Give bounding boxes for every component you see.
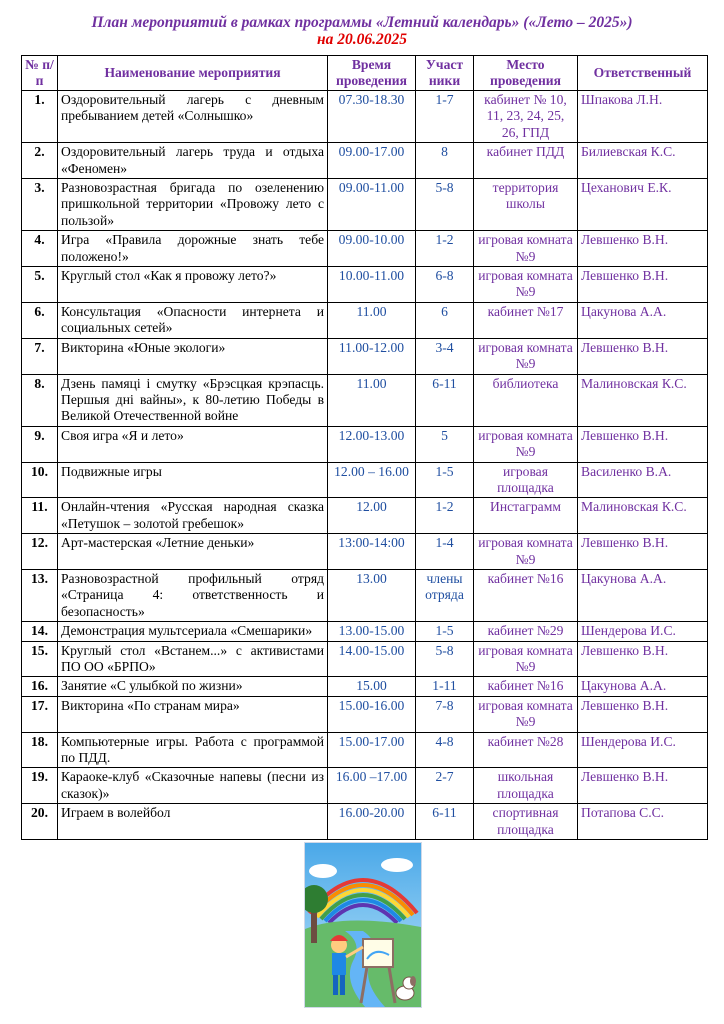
event-place: кабинет №16	[474, 569, 578, 621]
table-row	[22, 426, 708, 462]
event-participants: 6-11	[416, 374, 474, 426]
row-number: 12.	[22, 534, 58, 570]
event-name: Викторина «По странам мира»	[58, 696, 328, 732]
event-place: территория школы	[474, 179, 578, 231]
summer-illustration	[304, 842, 422, 1008]
row-number: 13.	[22, 569, 58, 621]
row-number: 3.	[22, 179, 58, 231]
row-number: 15.	[22, 641, 58, 677]
event-name: Викторина «Юные экологи»	[58, 338, 328, 374]
event-responsible: Цакунова А.А.	[578, 302, 708, 338]
event-place: Инстаграмм	[474, 498, 578, 534]
event-participants: 6-8	[416, 267, 474, 303]
col-header-participants: Участ ники	[416, 56, 474, 91]
page-title: План мероприятий в рамках программы «Летний календарь» («Лето – 2025»)	[91, 14, 633, 31]
row-number: 14.	[22, 622, 58, 641]
table-row	[22, 732, 708, 768]
row-number: 1.	[22, 91, 58, 143]
event-participants: 1-11	[416, 677, 474, 696]
table-row	[22, 498, 708, 534]
event-time: 11.00	[328, 374, 416, 426]
col-header-place: Место проведения	[474, 56, 578, 91]
event-responsible: Левшенко В.Н.	[578, 231, 708, 267]
table-row	[22, 622, 708, 641]
row-number: 9.	[22, 426, 58, 462]
row-number: 17.	[22, 696, 58, 732]
table-row	[22, 267, 708, 303]
event-responsible: Левшенко В.Н.	[578, 426, 708, 462]
event-place: кабинет №28	[474, 732, 578, 768]
event-time: 11.00	[328, 302, 416, 338]
event-responsible: Шпакова Л.Н.	[578, 91, 708, 143]
event-responsible: Василенко В.А.	[578, 462, 708, 498]
table-row	[22, 569, 708, 621]
event-responsible: Левшенко В.Н.	[578, 641, 708, 677]
table-row	[22, 143, 708, 179]
event-name: Круглый стол «Встанем...» с активистами ПО ОО «БРПО»	[58, 641, 328, 677]
event-place: игровая комната №9	[474, 696, 578, 732]
table-row	[22, 338, 708, 374]
table-row	[22, 641, 708, 677]
event-name: Своя игра «Я и лето»	[58, 426, 328, 462]
event-participants: 4-8	[416, 732, 474, 768]
page-date: на 20.06.2025	[317, 31, 407, 48]
row-number: 16.	[22, 677, 58, 696]
summer-illustration-art	[305, 843, 421, 1007]
event-participants: члены отряда	[416, 569, 474, 621]
event-time: 12.00 – 16.00	[328, 462, 416, 498]
event-time: 09.00-11.00	[328, 179, 416, 231]
event-place: кабинет №16	[474, 677, 578, 696]
event-participants: 6-11	[416, 804, 474, 840]
row-number: 11.	[22, 498, 58, 534]
col-header-time: Время проведения	[328, 56, 416, 91]
event-time: 10.00-11.00	[328, 267, 416, 303]
event-responsible: Цакунова А.А.	[578, 569, 708, 621]
event-place: игровая комната №9	[474, 267, 578, 303]
event-participants: 6	[416, 302, 474, 338]
event-place: спортивная площадка	[474, 804, 578, 840]
event-place: игровая комната №9	[474, 641, 578, 677]
col-header-responsible: Ответственный	[578, 56, 708, 91]
row-number: 18.	[22, 732, 58, 768]
event-name: Занятие «С улыбкой по жизни»	[58, 677, 328, 696]
event-time: 16.00-20.00	[328, 804, 416, 840]
table-row	[22, 231, 708, 267]
event-name: Арт-мастерская «Летние деньки»	[58, 534, 328, 570]
event-time: 12.00-13.00	[328, 426, 416, 462]
col-header-event: Наименование мероприятия	[58, 56, 328, 91]
event-place: кабинет ПДД	[474, 143, 578, 179]
table-row	[22, 534, 708, 570]
event-responsible: Левшенко В.Н.	[578, 338, 708, 374]
event-time: 13:00-14:00	[328, 534, 416, 570]
event-name: Разновозрастной профильный отряд «Страница 4: ответственность и безопасность»	[58, 569, 328, 621]
col-header-number: № п/п	[22, 56, 58, 91]
event-name: Разновозрастная бригада по озеленению пришкольной территории «Провожу лето с пользой»	[58, 179, 328, 231]
event-name: Компьютерные игры. Работа с программой по ПДД.	[58, 732, 328, 768]
event-place: игровая комната №9	[474, 534, 578, 570]
event-name: Оздоровительный лагерь с дневным пребыванием детей «Солнышко»	[58, 91, 328, 143]
event-participants: 1-5	[416, 622, 474, 641]
event-time: 15.00-17.00	[328, 732, 416, 768]
event-participants: 1-7	[416, 91, 474, 143]
event-participants: 1-4	[416, 534, 474, 570]
row-number: 20.	[22, 804, 58, 840]
event-name: Оздоровительный лагерь труда и отдыха «Феномен»	[58, 143, 328, 179]
event-time: 12.00	[328, 498, 416, 534]
event-place: библиотека	[474, 374, 578, 426]
event-place: игровая комната №9	[474, 338, 578, 374]
event-time: 09.00-10.00	[328, 231, 416, 267]
event-participants: 8	[416, 143, 474, 179]
event-participants: 5	[416, 426, 474, 462]
row-number: 4.	[22, 231, 58, 267]
event-name: Консультация «Опасности интернета и социальных сетей»	[58, 302, 328, 338]
event-name: Играем в волейбол	[58, 804, 328, 840]
event-responsible: Малиновская К.С.	[578, 498, 708, 534]
row-number: 10.	[22, 462, 58, 498]
table-row	[22, 179, 708, 231]
event-place: игровая комната №9	[474, 231, 578, 267]
event-responsible: Левшенко В.Н.	[578, 696, 708, 732]
table-row	[22, 696, 708, 732]
event-time: 14.00-15.00	[328, 641, 416, 677]
event-name: Игра «Правила дорожные знать тебе положено!»	[58, 231, 328, 267]
event-responsible: Шендерова И.С.	[578, 732, 708, 768]
event-name: Подвижные игры	[58, 462, 328, 498]
row-number: 2.	[22, 143, 58, 179]
event-time: 13.00-15.00	[328, 622, 416, 641]
table-header-row	[22, 56, 708, 91]
event-place: школьная площадка	[474, 768, 578, 804]
table-row	[22, 91, 708, 143]
event-time: 16.00 –17.00	[328, 768, 416, 804]
event-time: 15.00	[328, 677, 416, 696]
table-row	[22, 462, 708, 498]
table-row	[22, 768, 708, 804]
event-time: 07.30-18.30	[328, 91, 416, 143]
event-responsible: Левшенко В.Н.	[578, 768, 708, 804]
event-participants: 2-7	[416, 768, 474, 804]
event-responsible: Малиновская К.С.	[578, 374, 708, 426]
row-number: 19.	[22, 768, 58, 804]
event-responsible: Левшенко В.Н.	[578, 267, 708, 303]
row-number: 8.	[22, 374, 58, 426]
event-name: Дзень памяці і смутку «Брэсцкая крэпасць. Першыя дні вайны», к 80-летию Победы в Великой Отечественной войне	[58, 374, 328, 426]
event-place: кабинет №17	[474, 302, 578, 338]
event-responsible: Цакунова А.А.	[578, 677, 708, 696]
table-row	[22, 677, 708, 696]
event-time: 13.00	[328, 569, 416, 621]
table-row	[22, 374, 708, 426]
event-participants: 5-8	[416, 641, 474, 677]
table-row	[22, 302, 708, 338]
event-name: Караоке-клуб «Сказочные напевы (песни из сказок)»	[58, 768, 328, 804]
event-participants: 1-2	[416, 498, 474, 534]
event-place: игровая комната №9	[474, 426, 578, 462]
event-responsible: Потапова С.С.	[578, 804, 708, 840]
event-name: Демонстрация мультсериала «Смешарики»	[58, 622, 328, 641]
table-row	[22, 804, 708, 840]
event-time: 15.00-16.00	[328, 696, 416, 732]
event-participants: 1-5	[416, 462, 474, 498]
event-time: 11.00-12.00	[328, 338, 416, 374]
event-responsible: Цеханович Е.К.	[578, 179, 708, 231]
event-responsible: Билиевская К.С.	[578, 143, 708, 179]
event-participants: 1-2	[416, 231, 474, 267]
event-responsible: Левшенко В.Н.	[578, 534, 708, 570]
row-number: 7.	[22, 338, 58, 374]
event-participants: 3-4	[416, 338, 474, 374]
event-place: игровая площадка	[474, 462, 578, 498]
event-place: кабинет № 10, 11, 23, 24, 25, 26, ГПД	[474, 91, 578, 143]
event-responsible: Шендерова И.С.	[578, 622, 708, 641]
event-place: кабинет №29	[474, 622, 578, 641]
event-name: Онлайн-чтения «Русская народная сказка «Петушок – золотой гребешок»	[58, 498, 328, 534]
events-table	[21, 55, 708, 840]
row-number: 5.	[22, 267, 58, 303]
event-participants: 7-8	[416, 696, 474, 732]
event-time: 09.00-17.00	[328, 143, 416, 179]
event-name: Круглый стол «Как я провожу лето?»	[58, 267, 328, 303]
row-number: 6.	[22, 302, 58, 338]
event-participants: 5-8	[416, 179, 474, 231]
